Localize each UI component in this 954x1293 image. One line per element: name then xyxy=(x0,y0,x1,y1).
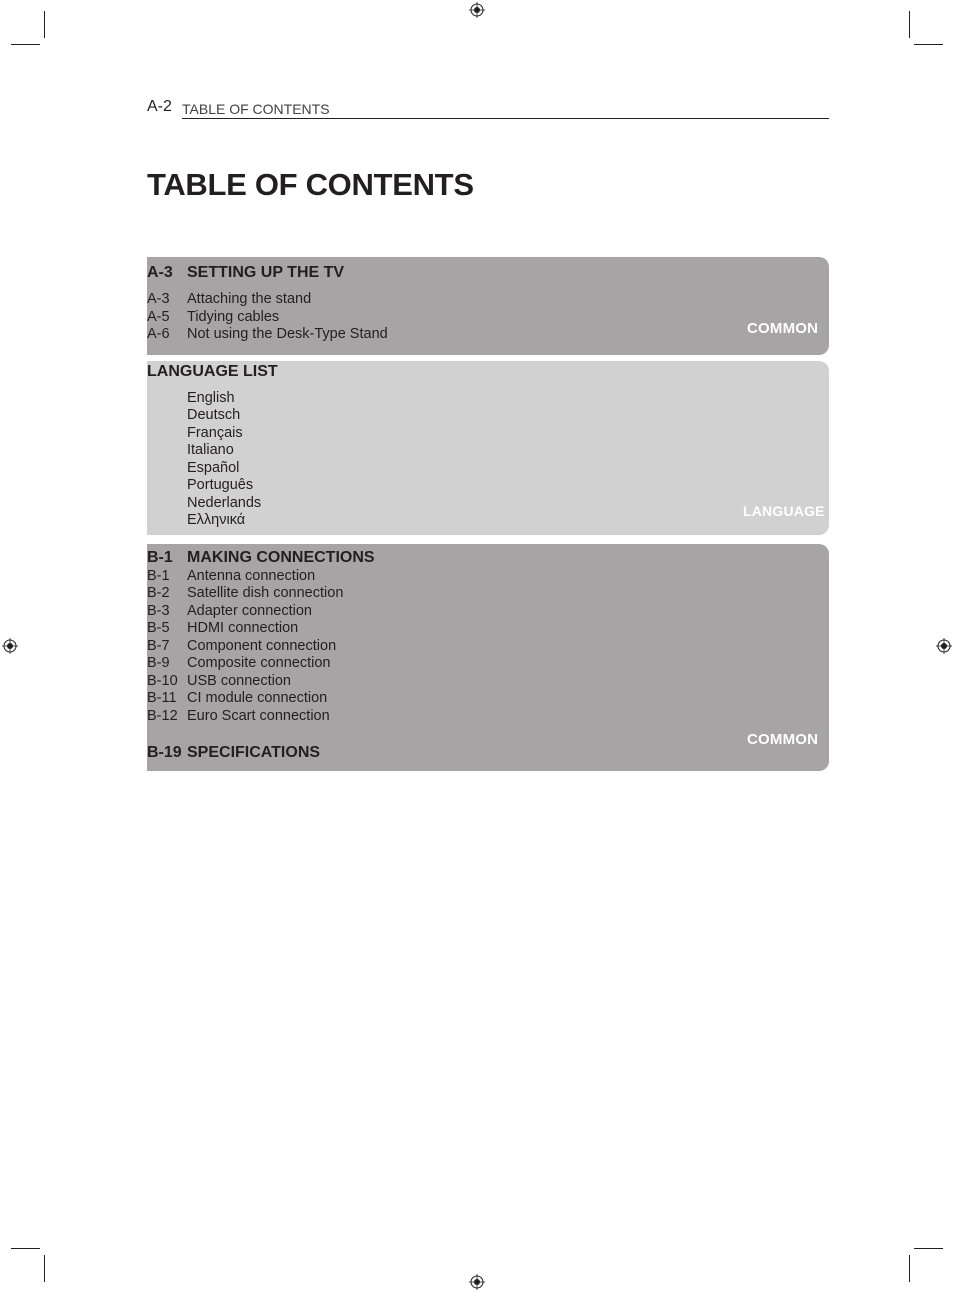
toc-title: Tidying cables xyxy=(187,309,280,325)
language-item[interactable]: Nederlands xyxy=(187,495,262,511)
header-section-title: TABLE OF CONTENTS xyxy=(182,101,330,117)
section-tag-common: COMMON xyxy=(747,731,819,748)
toc-entry[interactable] xyxy=(147,603,312,621)
toc-entry[interactable] xyxy=(147,326,388,344)
language-item[interactable]: Português xyxy=(187,477,254,493)
language-item[interactable]: Italiano xyxy=(187,442,234,458)
toc-title: SETTING UP THE TV xyxy=(187,264,345,281)
toc-title: USB connection xyxy=(187,673,291,689)
section-tag-language: LANGUAGE xyxy=(743,503,825,519)
toc-title: Satellite dish connection xyxy=(187,585,344,601)
toc-title: SPECIFICATIONS xyxy=(187,744,321,761)
toc-page: B-1 xyxy=(147,568,170,584)
language-item[interactable]: Deutsch xyxy=(187,407,241,423)
registration-mark-icon xyxy=(469,1274,485,1290)
crop-mark xyxy=(44,11,45,38)
section-tag-common: COMMON xyxy=(747,320,819,337)
toc-entry[interactable] xyxy=(147,673,291,691)
registration-mark-icon xyxy=(469,2,485,18)
toc-heading[interactable] xyxy=(147,549,375,567)
toc-entry[interactable] xyxy=(147,655,330,673)
toc-page: B-10 xyxy=(147,673,178,689)
toc-title: HDMI connection xyxy=(187,620,299,636)
toc-page: B-9 xyxy=(147,655,170,671)
toc-page: A-5 xyxy=(147,309,170,325)
language-item[interactable]: Español xyxy=(187,460,240,476)
toc-heading[interactable] xyxy=(147,744,320,762)
toc-title: Composite connection xyxy=(187,655,331,671)
toc-entry[interactable] xyxy=(147,309,279,327)
language-item[interactable]: Ελληνικά xyxy=(187,512,246,528)
toc-entry[interactable] xyxy=(147,291,311,309)
toc-page: A-6 xyxy=(147,326,170,342)
crop-mark xyxy=(909,1255,910,1282)
toc-page: B-11 xyxy=(147,690,177,706)
toc-title: CI module connection xyxy=(187,690,328,706)
toc-entry[interactable] xyxy=(147,708,330,726)
toc-page: B-7 xyxy=(147,638,170,654)
language-item[interactable]: English xyxy=(187,390,235,406)
toc-entry[interactable] xyxy=(147,690,327,708)
toc-title: MAKING CONNECTIONS xyxy=(187,549,375,566)
toc-entry[interactable] xyxy=(147,585,343,603)
toc-page: B-2 xyxy=(147,585,170,601)
header-rule xyxy=(182,118,829,119)
toc-title: Attaching the stand xyxy=(187,291,312,307)
crop-mark xyxy=(914,44,943,45)
toc-entry[interactable] xyxy=(147,638,336,656)
language-item[interactable]: Français xyxy=(187,425,243,441)
header-page-number: A-2 xyxy=(147,98,172,115)
toc-heading[interactable]: LANGUAGE LIST xyxy=(147,363,278,380)
toc-title: Not using the Desk-Type Stand xyxy=(187,326,388,342)
toc-title: Euro Scart connection xyxy=(187,708,330,724)
toc-page: A-3 xyxy=(147,291,170,307)
crop-mark xyxy=(11,44,40,45)
toc-page: B-1 xyxy=(147,549,173,566)
toc-page: B-5 xyxy=(147,620,170,636)
toc-page: B-12 xyxy=(147,708,178,724)
toc-heading[interactable] xyxy=(147,264,344,282)
toc-page: A-3 xyxy=(147,264,173,281)
registration-mark-icon xyxy=(2,638,18,654)
toc-page: B-19 xyxy=(147,744,182,761)
registration-mark-icon xyxy=(936,638,952,654)
toc-title: Component connection xyxy=(187,638,337,654)
toc-entry[interactable] xyxy=(147,568,315,586)
toc-title: Adapter connection xyxy=(187,603,312,619)
crop-mark xyxy=(909,11,910,38)
toc-entry[interactable] xyxy=(147,620,298,638)
crop-mark xyxy=(914,1248,943,1249)
crop-mark xyxy=(44,1255,45,1282)
toc-title: Antenna connection xyxy=(187,568,316,584)
toc-page: B-3 xyxy=(147,603,170,619)
crop-mark xyxy=(11,1248,40,1249)
page-title: TABLE OF CONTENTS xyxy=(147,167,474,202)
